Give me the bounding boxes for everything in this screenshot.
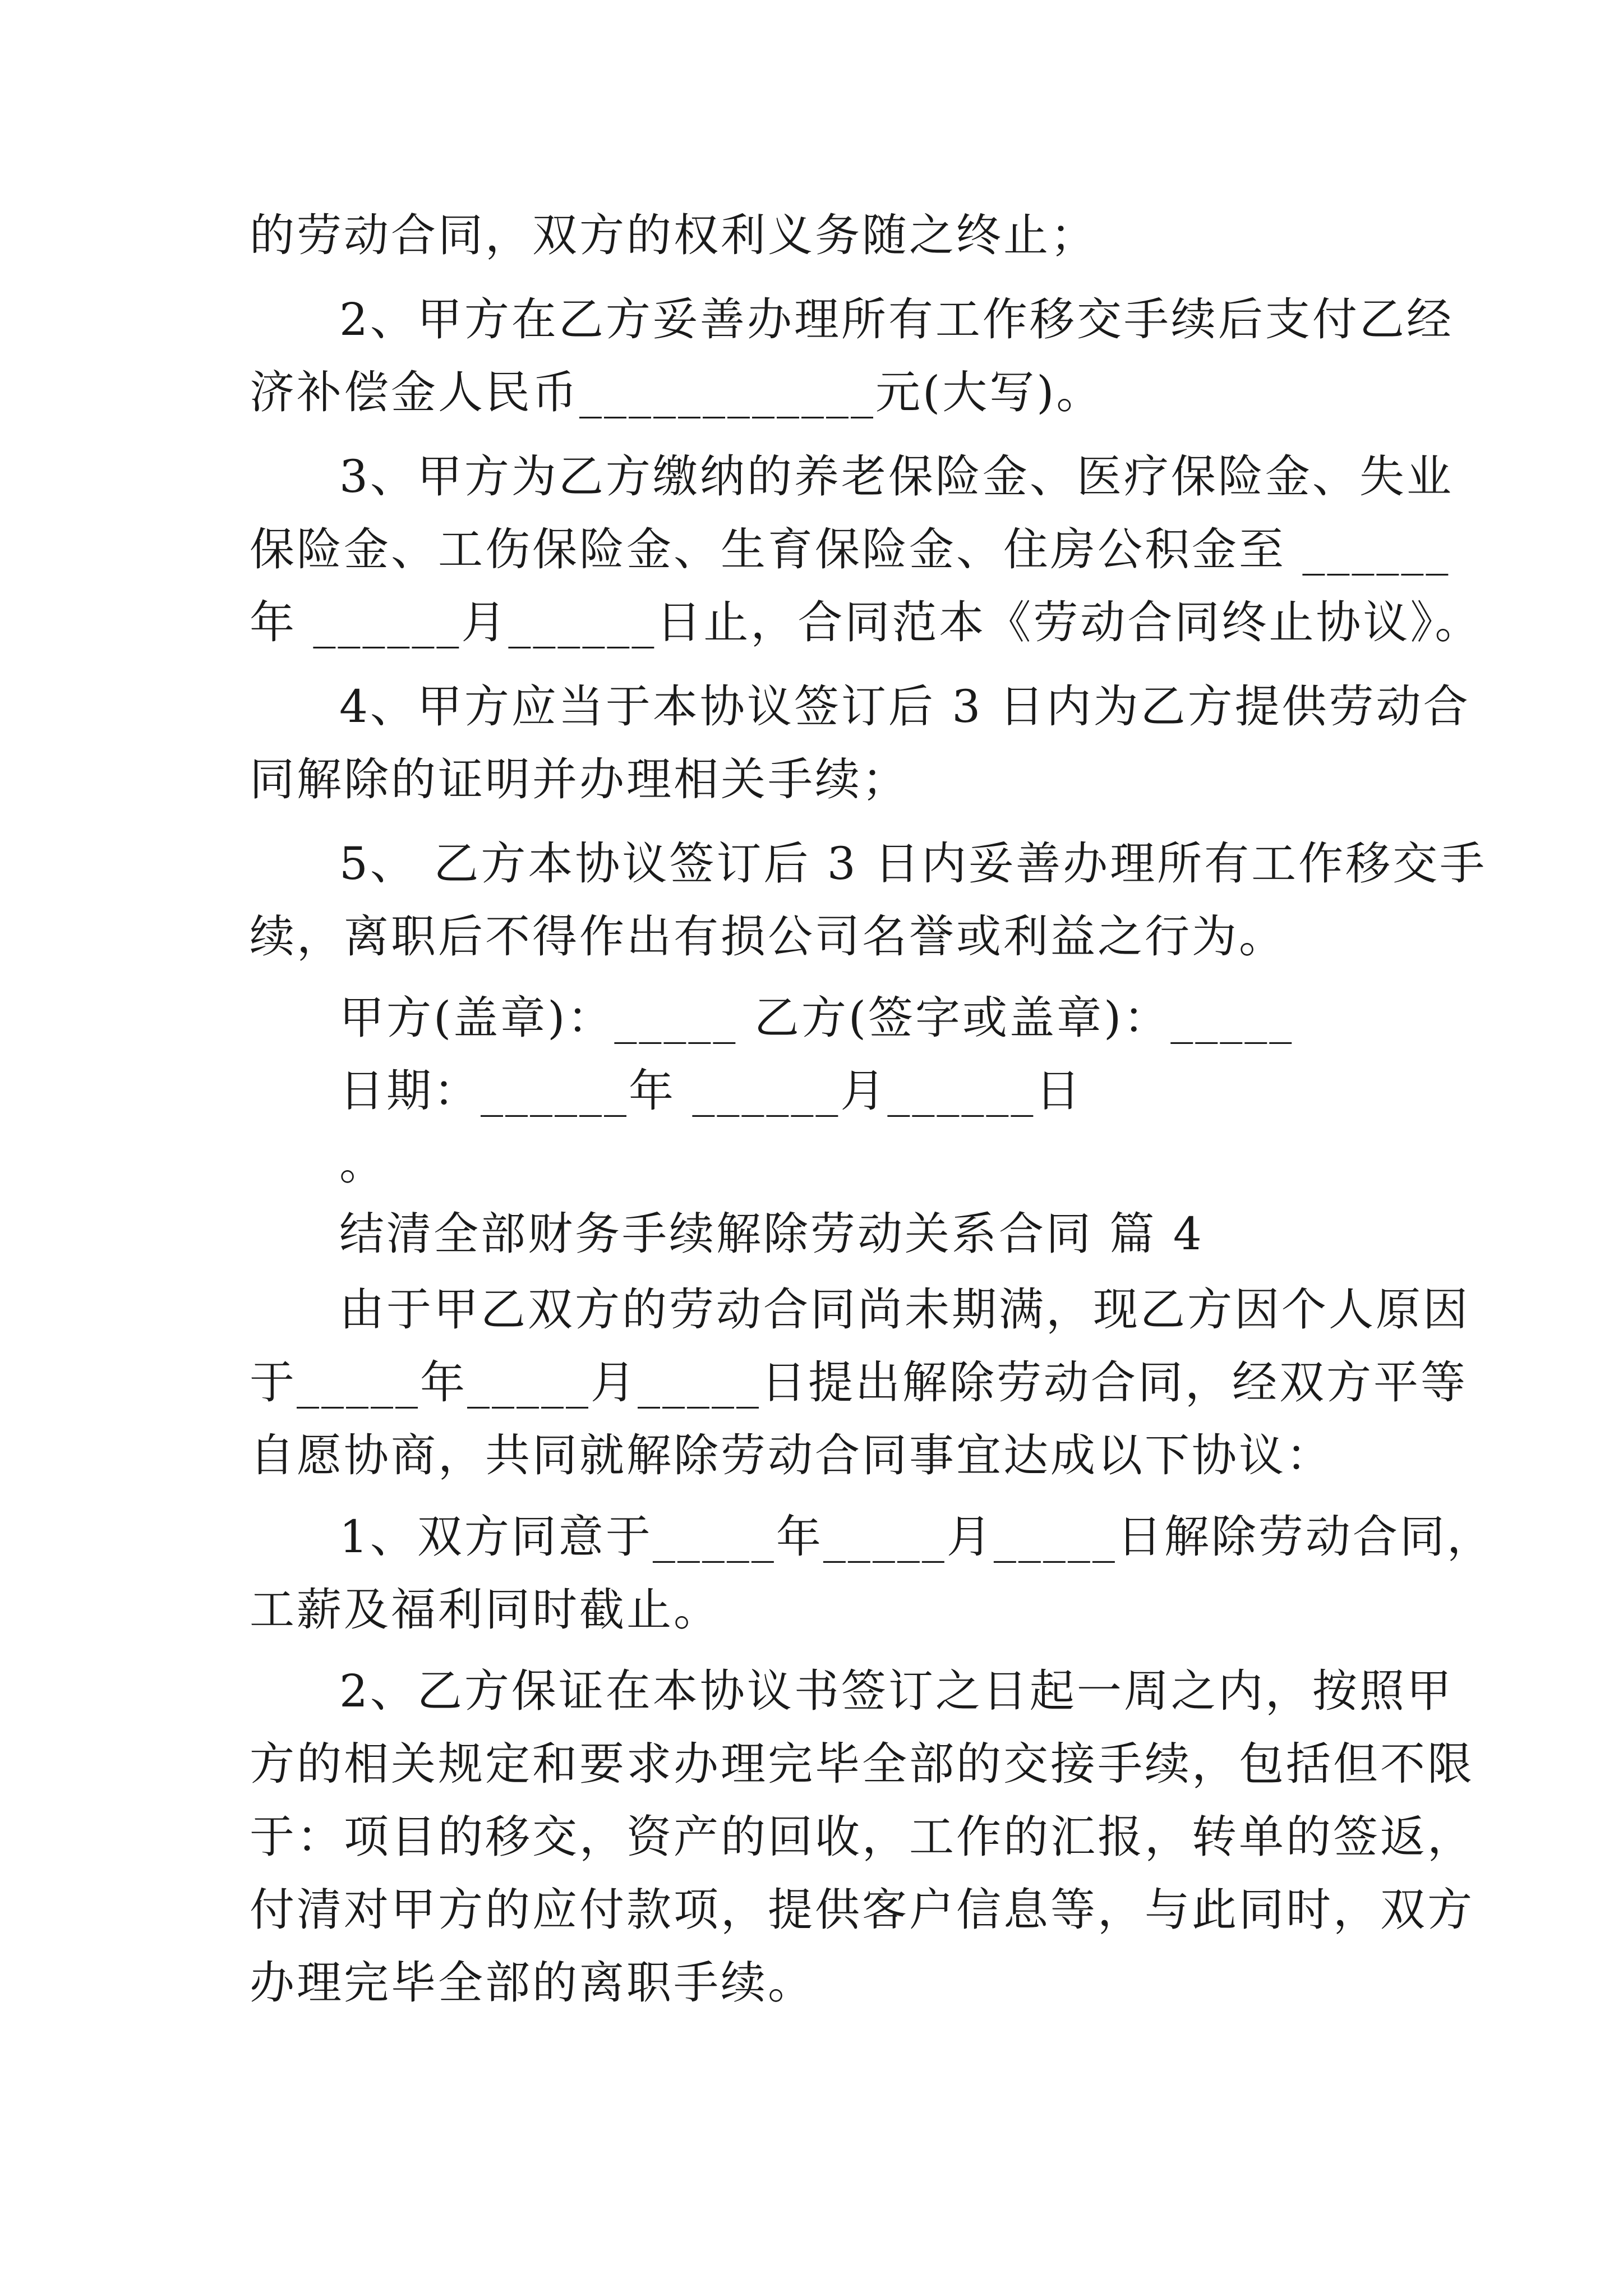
signature-line: 甲方(盖章)：_____ 乙方(签字或盖章)：_____ xyxy=(339,992,1294,1044)
text-line: 年 ______月______日止，合同范本《劳动合同终止协议》。 xyxy=(250,596,1482,648)
text-line: 工薪及福利同时截止。 xyxy=(250,1584,721,1636)
text-line: 4、甲方应当于本协议签订后 3 日内为乙方提供劳动合 xyxy=(339,680,1470,733)
text-line: 自愿协商，共同就解除劳动合同事宜达成以下协议： xyxy=(250,1429,1333,1481)
text-line: 方的相关规定和要求办理完毕全部的交接手续，包括但不限 xyxy=(250,1738,1474,1790)
text-line: 的劳动合同，双方的权利义务随之终止； xyxy=(250,209,1098,261)
text-line: 付清对甲方的应付款项，提供客户信息等，与此同时，双方 xyxy=(250,1884,1474,1936)
text-line: 2、甲方在乙方妥善办理所有工作移交手续后支付乙经 xyxy=(339,293,1454,346)
section-heading: 结清全部财务手续解除劳动关系合同 篇 4 xyxy=(339,1208,1204,1260)
text-line: 。 xyxy=(339,1138,386,1190)
text-line: 济补偿金人民币____________元(大写)。 xyxy=(250,366,1104,418)
text-line: 由于甲乙双方的劳动合同尚未期满，现乙方因个人原因 xyxy=(339,1283,1470,1336)
text-line: 2、乙方保证在本协议书签订之日起一周之内，按照甲 xyxy=(339,1665,1454,1717)
text-line: 5、 乙方本协议签订后 3 日内妥善办理所有工作移交手 xyxy=(339,838,1487,890)
text-line: 于：项目的移交，资产的回收，工作的汇报，转单的签返， xyxy=(250,1811,1474,1863)
date-line: 日期：______年 ______月______日 xyxy=(339,1065,1083,1117)
text-line: 1、双方同意于_____年_____月_____日解除劳动合同， xyxy=(339,1511,1494,1563)
text-line: 保险金、工伤保险金、生育保险金、住房公积金至 ______ xyxy=(250,523,1451,576)
text-line: 3、甲方为乙方缴纳的养老保险金、医疗保险金、失业 xyxy=(339,450,1454,503)
text-line: 于_____年_____月_____日提出解除劳动合同，经双方平等 xyxy=(250,1356,1468,1409)
text-line: 同解除的证明并办理相关手续； xyxy=(250,753,909,806)
text-line: 办理完毕全部的离职手续。 xyxy=(250,1957,815,2009)
text-line: 续，离职后不得作出有损公司名誉或利益之行为。 xyxy=(250,910,1286,963)
